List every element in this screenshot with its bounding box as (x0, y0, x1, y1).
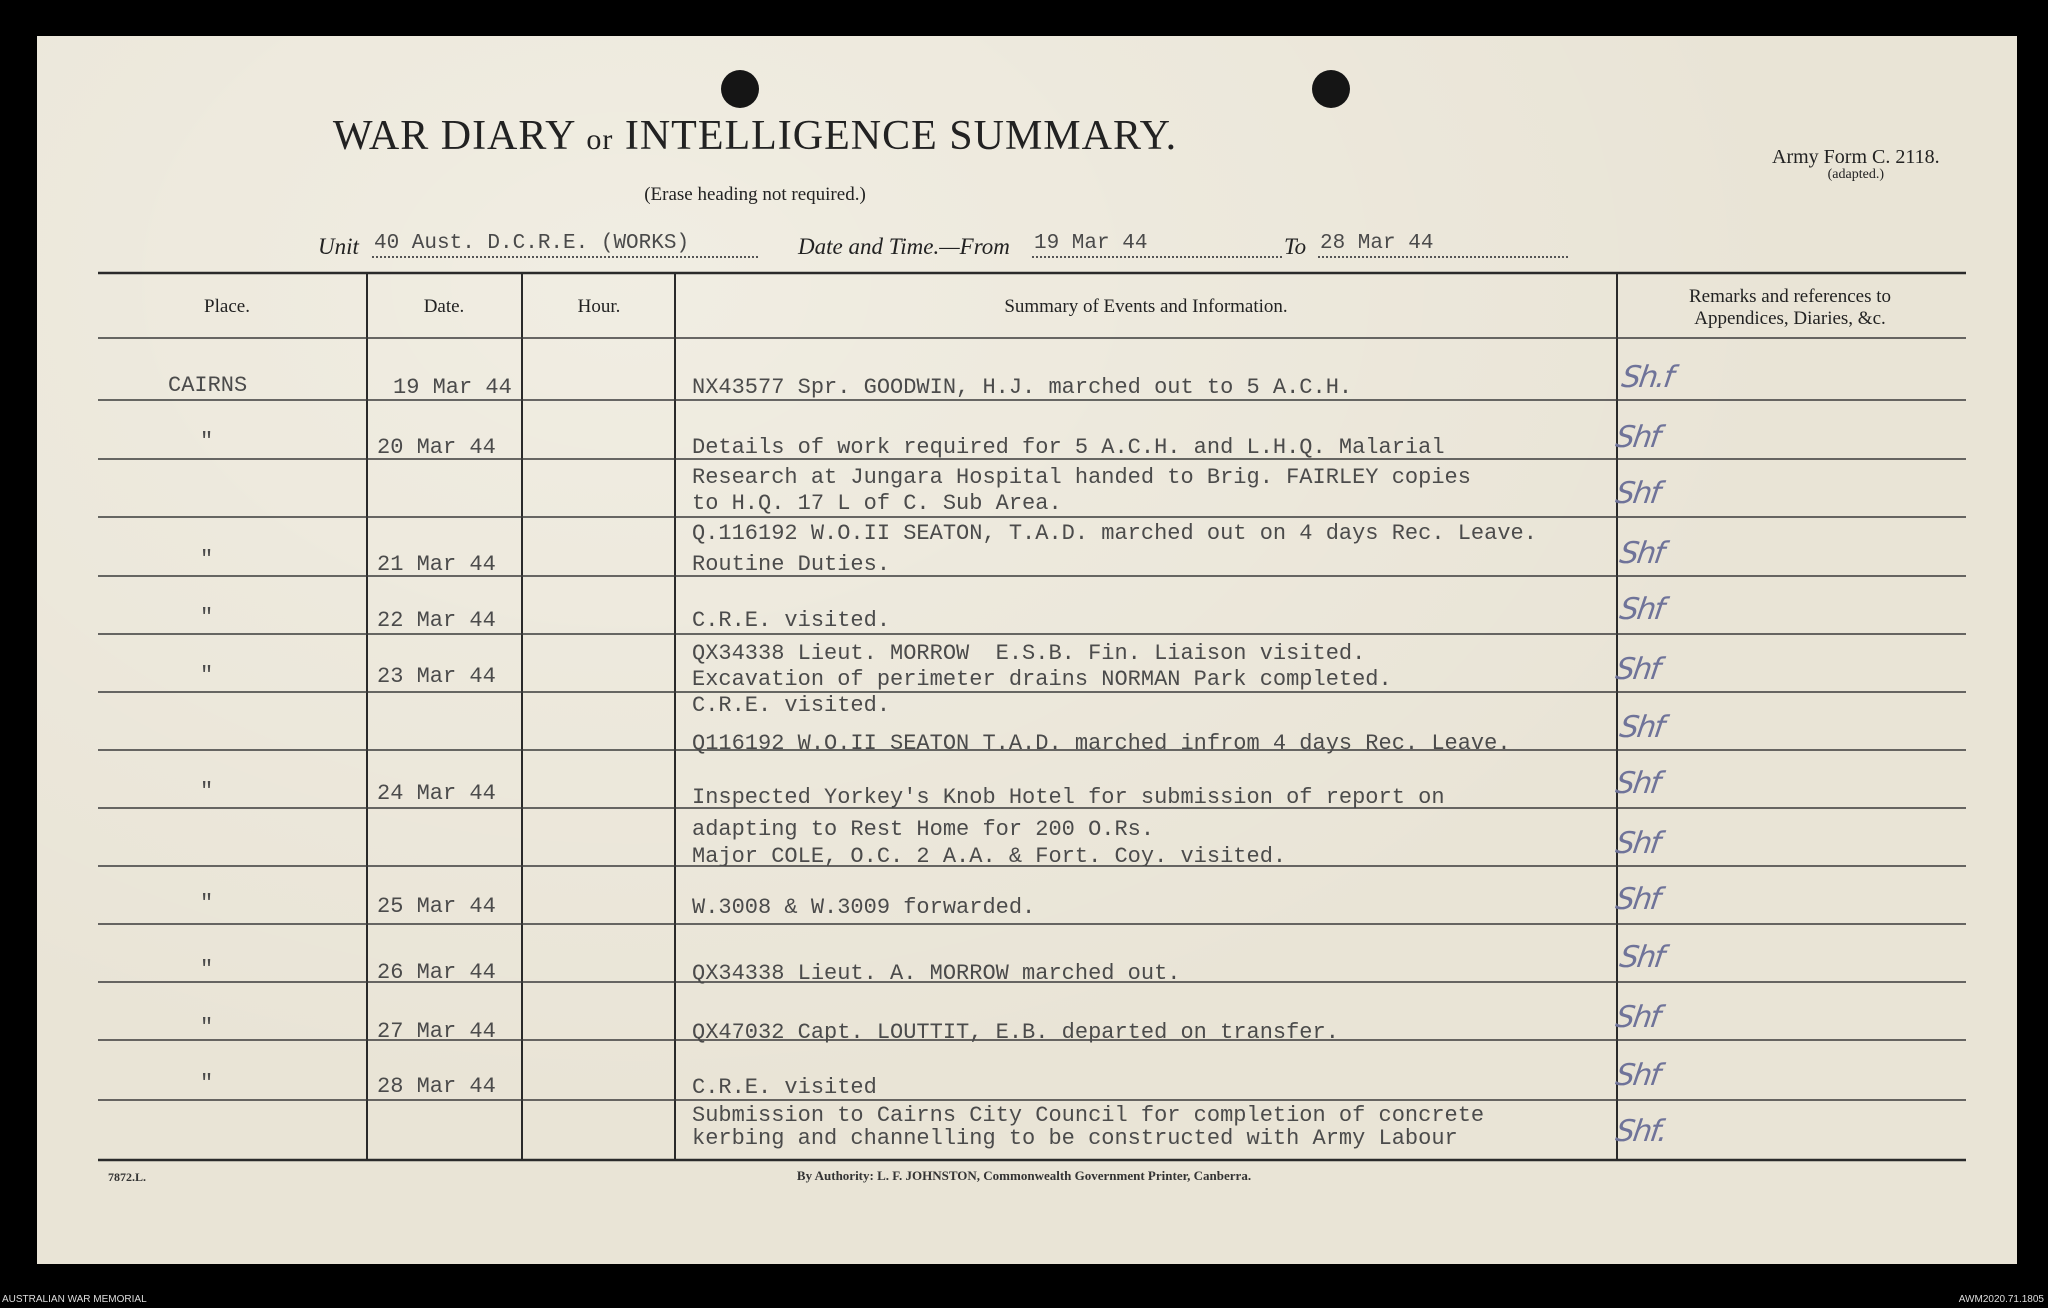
row-summary: QX34338 Lieut. MORROW E.S.B. Fin. Liaison visited. (692, 641, 1366, 666)
header-remarks-line2: Appendices, Diaries, &c. (1694, 308, 1886, 329)
row-remark-initials: Shf (1613, 826, 1662, 861)
row-date: 28 Mar 44 (377, 1074, 496, 1099)
title-intelligence-summary: INTELLIGENCE SUMMARY. (624, 113, 1178, 159)
row-summary: Routine Duties. (692, 552, 891, 577)
row-summary: NX43577 Spr. GOODWIN, H.J. marched out to 5 A.C.H. (692, 375, 1353, 400)
row-summary: QX34338 Lieut. A. MORROW marched out. (692, 961, 1181, 986)
header-place: Place. (204, 296, 250, 317)
row-remark-initials: Shf (1613, 1058, 1662, 1093)
row-summary: Q116192 W.O.II SEATON T.A.D. marched infrom 4 days Rec. Leave. (692, 731, 1511, 756)
row-place: " (200, 779, 214, 804)
row-place: " (200, 663, 214, 688)
row-date: 25 Mar 44 (377, 894, 496, 919)
row-remark-initials: Shf (1613, 766, 1662, 801)
row-remark-initials: Shf (1617, 710, 1666, 745)
archive-accession: AWM2020.71.1805 (1958, 1294, 2044, 1305)
header-summary: Summary of Events and Information. (1004, 296, 1288, 317)
row-date: 23 Mar 44 (377, 664, 496, 689)
archive-institution: AUSTRALIAN WAR MEMORIAL (2, 1294, 147, 1305)
title-or: or (586, 123, 614, 156)
date-to-value: 28 Mar 44 (1318, 232, 1568, 258)
page-subtitle: (Erase heading not required.) (644, 184, 866, 205)
title-war-diary: WAR DIARY (332, 113, 575, 159)
row-remark-initials: Shf. (1613, 1114, 1669, 1149)
row-remark-initials: Shf (1617, 592, 1666, 627)
row-remark-initials: Shf (1613, 1000, 1662, 1035)
row-date: 26 Mar 44 (377, 960, 496, 985)
header-hour: Hour. (577, 296, 621, 317)
row-remark-initials: Shf (1613, 882, 1662, 917)
row-place: " (200, 1071, 214, 1096)
row-summary: Submission to Cairns City Council for completion of concrete (692, 1103, 1485, 1128)
row-remark-initials: Shf (1613, 420, 1662, 455)
row-summary: QX47032 Capt. LOUTTIT, E.B. departed on transfer. (692, 1020, 1339, 1045)
row-date: 24 Mar 44 (377, 781, 496, 806)
row-place: " (200, 1015, 214, 1040)
row-place: " (200, 957, 214, 982)
row-summary: Inspected Yorkey's Knob Hotel for submission of report on (692, 785, 1445, 810)
row-summary: Major COLE, O.C. 2 A.A. & Fort. Coy. visited. (692, 844, 1287, 869)
row-place: " (200, 429, 214, 454)
unit-label: Unit (318, 234, 359, 259)
row-remark-initials: Shf (1617, 940, 1666, 975)
row-remark-initials: Shf (1613, 652, 1662, 687)
unit-value: 40 Aust. D.C.R.E. (WORKS) (372, 232, 758, 258)
row-date: 19 Mar 44 (393, 375, 512, 400)
row-remark-initials: Sh.f (1619, 360, 1675, 395)
row-summary: to H.Q. 17 L of C. Sub Area. (692, 491, 1062, 516)
row-place: CAIRNS (168, 373, 248, 398)
row-place: " (200, 547, 214, 572)
row-place: " (200, 605, 214, 630)
row-summary: kerbing and channelling to be constructed with Army Labour (692, 1126, 1458, 1151)
row-date: 21 Mar 44 (377, 552, 496, 577)
row-summary: Details of work required for 5 A.C.H. and L.H.Q. Malarial (692, 435, 1445, 460)
army-form-number: Army Form C. 2118. (1772, 146, 1940, 168)
date-from-value: 19 Mar 44 (1032, 232, 1282, 258)
header-remarks (1640, 286, 1940, 330)
row-date: 20 Mar 44 (377, 435, 496, 460)
date-time-label: Date and Time.—From (798, 234, 1010, 259)
row-summary: Q.116192 W.O.II SEATON, T.A.D. marched out on 4 days Rec. Leave. (692, 521, 1537, 546)
row-summary: C.R.E. visited (692, 1075, 877, 1100)
row-summary: adapting to Rest Home for 200 O.Rs. (692, 817, 1155, 842)
header-date: Date. (423, 296, 465, 317)
row-summary: W.3008 & W.3009 forwarded. (692, 895, 1036, 920)
row-summary: C.R.E. visited. (692, 608, 891, 633)
row-date: 22 Mar 44 (377, 608, 496, 633)
row-place: " (200, 891, 214, 916)
printer-authority: By Authority: L. F. JOHNSTON, Commonwealth Government Printer, Canberra. (796, 1168, 1252, 1183)
army-form-note: (adapted.) (1827, 167, 1884, 182)
row-summary: Research at Jungara Hospital handed to Brig. FAIRLEY copies (692, 465, 1471, 490)
row-remark-initials: Shf (1613, 476, 1662, 511)
header-remarks-line1: Remarks and references to (1688, 286, 1892, 307)
form-number: 7872.L. (108, 1170, 147, 1184)
row-remark-initials: Shf (1617, 536, 1666, 571)
date-to-label: To (1284, 234, 1307, 259)
row-summary: C.R.E. visited. (692, 693, 891, 718)
row-date: 27 Mar 44 (377, 1019, 496, 1044)
row-summary: Excavation of perimeter drains NORMAN Park completed. (692, 667, 1392, 692)
